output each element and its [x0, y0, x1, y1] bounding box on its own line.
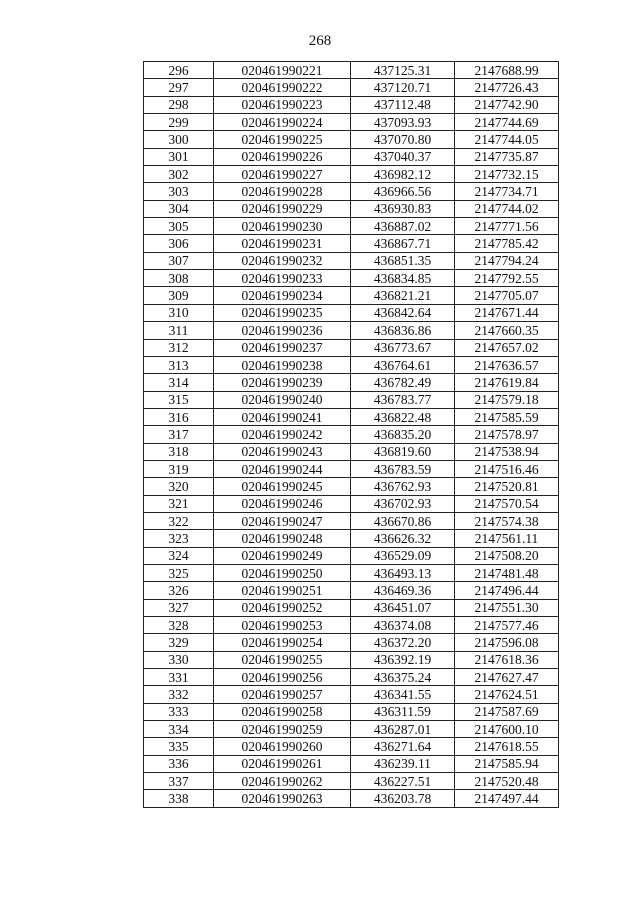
- table-row: [144, 322, 559, 339]
- parcel-id-cell: 020461990255: [214, 651, 351, 668]
- row-number-cell: 310: [144, 304, 214, 321]
- table-row: [144, 148, 559, 165]
- table-row: [144, 669, 559, 686]
- x-coordinate-cell: 436821.21: [351, 287, 455, 304]
- row-number-cell: 321: [144, 495, 214, 512]
- x-coordinate-cell: 436782.49: [351, 374, 455, 391]
- x-coordinate-cell: 436982.12: [351, 166, 455, 183]
- row-number-cell: 322: [144, 512, 214, 529]
- parcel-id-cell: 020461990226: [214, 148, 351, 165]
- x-coordinate-cell: 436670.86: [351, 512, 455, 529]
- x-coordinate-cell: 436822.48: [351, 408, 455, 425]
- parcel-id-cell: 020461990249: [214, 547, 351, 564]
- table-row: [144, 408, 559, 425]
- table-row: [144, 443, 559, 460]
- parcel-id-cell: 020461990230: [214, 218, 351, 235]
- y-coordinate-cell: 2147624.51: [455, 686, 559, 703]
- row-number-cell: 336: [144, 755, 214, 772]
- y-coordinate-cell: 2147508.20: [455, 547, 559, 564]
- parcel-id-cell: 020461990227: [214, 166, 351, 183]
- row-number-cell: 330: [144, 651, 214, 668]
- table-row: [144, 391, 559, 408]
- table-row: [144, 235, 559, 252]
- x-coordinate-cell: 437040.37: [351, 148, 455, 165]
- y-coordinate-cell: 2147688.99: [455, 62, 559, 79]
- y-coordinate-cell: 2147570.54: [455, 495, 559, 512]
- x-coordinate-cell: 436783.59: [351, 460, 455, 477]
- y-coordinate-cell: 2147671.44: [455, 304, 559, 321]
- page-number: 268: [308, 33, 332, 49]
- parcel-id-cell: 020461990231: [214, 235, 351, 252]
- y-coordinate-cell: 2147585.59: [455, 408, 559, 425]
- x-coordinate-cell: 437125.31: [351, 62, 455, 79]
- row-number-cell: 317: [144, 426, 214, 443]
- x-coordinate-cell: 436227.51: [351, 773, 455, 790]
- x-coordinate-cell: 436271.64: [351, 738, 455, 755]
- table-row: [144, 686, 559, 703]
- x-coordinate-cell: 436764.61: [351, 356, 455, 373]
- y-coordinate-cell: 2147574.38: [455, 512, 559, 529]
- row-number-cell: 309: [144, 287, 214, 304]
- parcel-id-cell: 020461990247: [214, 512, 351, 529]
- table-row: [144, 582, 559, 599]
- parcel-id-cell: 020461990252: [214, 599, 351, 616]
- y-coordinate-cell: 2147618.55: [455, 738, 559, 755]
- y-coordinate-cell: 2147496.44: [455, 582, 559, 599]
- x-coordinate-cell: 436887.02: [351, 218, 455, 235]
- y-coordinate-cell: 2147520.81: [455, 478, 559, 495]
- table-row: [144, 634, 559, 651]
- x-coordinate-cell: 436469.36: [351, 582, 455, 599]
- table-row: [144, 547, 559, 564]
- row-number-cell: 313: [144, 356, 214, 373]
- y-coordinate-cell: 2147657.02: [455, 339, 559, 356]
- table-row: [144, 790, 559, 807]
- parcel-id-cell: 020461990243: [214, 443, 351, 460]
- x-coordinate-cell: 436762.93: [351, 478, 455, 495]
- parcel-id-cell: 020461990251: [214, 582, 351, 599]
- parcel-id-cell: 020461990260: [214, 738, 351, 755]
- row-number-cell: 306: [144, 235, 214, 252]
- x-coordinate-cell: 437070.80: [351, 131, 455, 148]
- table-row: [144, 183, 559, 200]
- row-number-cell: 308: [144, 270, 214, 287]
- row-number-cell: 305: [144, 218, 214, 235]
- row-number-cell: 311: [144, 322, 214, 339]
- row-number-cell: 326: [144, 582, 214, 599]
- x-coordinate-cell: 436842.64: [351, 304, 455, 321]
- parcel-id-cell: 020461990223: [214, 96, 351, 113]
- row-number-cell: 304: [144, 200, 214, 217]
- row-number-cell: 327: [144, 599, 214, 616]
- x-coordinate-cell: 436392.19: [351, 651, 455, 668]
- table-row: [144, 495, 559, 512]
- x-coordinate-cell: 436372.20: [351, 634, 455, 651]
- y-coordinate-cell: 2147794.24: [455, 252, 559, 269]
- y-coordinate-cell: 2147744.05: [455, 131, 559, 148]
- row-number-cell: 314: [144, 374, 214, 391]
- table-row: [144, 738, 559, 755]
- y-coordinate-cell: 2147497.44: [455, 790, 559, 807]
- table-row: [144, 721, 559, 738]
- x-coordinate-cell: 436341.55: [351, 686, 455, 703]
- row-number-cell: 302: [144, 166, 214, 183]
- table-row: [144, 62, 559, 79]
- table-row: [144, 460, 559, 477]
- y-coordinate-cell: 2147627.47: [455, 669, 559, 686]
- parcel-id-cell: 020461990248: [214, 530, 351, 547]
- row-number-cell: 329: [144, 634, 214, 651]
- table-row: [144, 512, 559, 529]
- parcel-id-cell: 020461990239: [214, 374, 351, 391]
- x-coordinate-cell: 437093.93: [351, 114, 455, 131]
- x-coordinate-cell: 437112.48: [351, 96, 455, 113]
- table-row: [144, 79, 559, 96]
- parcel-id-cell: 020461990224: [214, 114, 351, 131]
- y-coordinate-cell: 2147538.94: [455, 443, 559, 460]
- parcel-id-cell: 020461990221: [214, 62, 351, 79]
- y-coordinate-cell: 2147551.30: [455, 599, 559, 616]
- table-row: [144, 651, 559, 668]
- row-number-cell: 319: [144, 460, 214, 477]
- y-coordinate-cell: 2147481.48: [455, 564, 559, 581]
- y-coordinate-cell: 2147744.69: [455, 114, 559, 131]
- y-coordinate-cell: 2147600.10: [455, 721, 559, 738]
- parcel-id-cell: 020461990237: [214, 339, 351, 356]
- y-coordinate-cell: 2147585.94: [455, 755, 559, 772]
- y-coordinate-cell: 2147734.71: [455, 183, 559, 200]
- parcel-id-cell: 020461990258: [214, 703, 351, 720]
- parcel-id-cell: 020461990254: [214, 634, 351, 651]
- parcel-id-cell: 020461990234: [214, 287, 351, 304]
- row-number-cell: 303: [144, 183, 214, 200]
- parcel-id-cell: 020461990225: [214, 131, 351, 148]
- table-row: [144, 617, 559, 634]
- parcel-id-cell: 020461990222: [214, 79, 351, 96]
- parcel-id-cell: 020461990228: [214, 183, 351, 200]
- x-coordinate-cell: 436203.78: [351, 790, 455, 807]
- row-number-cell: 312: [144, 339, 214, 356]
- y-coordinate-cell: 2147660.35: [455, 322, 559, 339]
- x-coordinate-cell: 436374.08: [351, 617, 455, 634]
- parcel-id-cell: 020461990259: [214, 721, 351, 738]
- y-coordinate-cell: 2147618.36: [455, 651, 559, 668]
- x-coordinate-cell: 436375.24: [351, 669, 455, 686]
- table-row: [144, 755, 559, 772]
- row-number-cell: 338: [144, 790, 214, 807]
- row-number-cell: 337: [144, 773, 214, 790]
- x-coordinate-cell: 436239.11: [351, 755, 455, 772]
- row-number-cell: 324: [144, 547, 214, 564]
- y-coordinate-cell: 2147636.57: [455, 356, 559, 373]
- parcel-id-cell: 020461990229: [214, 200, 351, 217]
- parcel-id-cell: 020461990263: [214, 790, 351, 807]
- table-row: [144, 218, 559, 235]
- table-row: [144, 530, 559, 547]
- table-row: [144, 773, 559, 790]
- parcel-id-cell: 020461990256: [214, 669, 351, 686]
- table-row: [144, 131, 559, 148]
- row-number-cell: 328: [144, 617, 214, 634]
- row-number-cell: 334: [144, 721, 214, 738]
- y-coordinate-cell: 2147732.15: [455, 166, 559, 183]
- x-coordinate-cell: 436702.93: [351, 495, 455, 512]
- parcel-id-cell: 020461990242: [214, 426, 351, 443]
- x-coordinate-cell: 436835.20: [351, 426, 455, 443]
- table-row: [144, 339, 559, 356]
- y-coordinate-cell: 2147771.56: [455, 218, 559, 235]
- table-row: [144, 166, 559, 183]
- y-coordinate-cell: 2147735.87: [455, 148, 559, 165]
- parcel-id-cell: 020461990250: [214, 564, 351, 581]
- x-coordinate-cell: 436851.35: [351, 252, 455, 269]
- y-coordinate-cell: 2147619.84: [455, 374, 559, 391]
- row-number-cell: 299: [144, 114, 214, 131]
- parcel-id-cell: 020461990262: [214, 773, 351, 790]
- table-row: [144, 252, 559, 269]
- table-row: [144, 200, 559, 217]
- y-coordinate-cell: 2147561.11: [455, 530, 559, 547]
- row-number-cell: 333: [144, 703, 214, 720]
- y-coordinate-cell: 2147578.97: [455, 426, 559, 443]
- x-coordinate-cell: 436834.85: [351, 270, 455, 287]
- coordinates-table-body: [144, 62, 559, 808]
- x-coordinate-cell: 437120.71: [351, 79, 455, 96]
- x-coordinate-cell: 436451.07: [351, 599, 455, 616]
- row-number-cell: 320: [144, 478, 214, 495]
- x-coordinate-cell: 436529.09: [351, 547, 455, 564]
- y-coordinate-cell: 2147742.90: [455, 96, 559, 113]
- coordinates-table: [143, 61, 559, 808]
- y-coordinate-cell: 2147744.02: [455, 200, 559, 217]
- row-number-cell: 297: [144, 79, 214, 96]
- parcel-id-cell: 020461990253: [214, 617, 351, 634]
- table-row: [144, 287, 559, 304]
- row-number-cell: 325: [144, 564, 214, 581]
- y-coordinate-cell: 2147579.18: [455, 391, 559, 408]
- y-coordinate-cell: 2147516.46: [455, 460, 559, 477]
- y-coordinate-cell: 2147726.43: [455, 79, 559, 96]
- y-coordinate-cell: 2147577.46: [455, 617, 559, 634]
- x-coordinate-cell: 436930.83: [351, 200, 455, 217]
- parcel-id-cell: 020461990244: [214, 460, 351, 477]
- row-number-cell: 307: [144, 252, 214, 269]
- y-coordinate-cell: 2147596.08: [455, 634, 559, 651]
- row-number-cell: 335: [144, 738, 214, 755]
- x-coordinate-cell: 436493.13: [351, 564, 455, 581]
- table-row: [144, 478, 559, 495]
- row-number-cell: 316: [144, 408, 214, 425]
- table-row: [144, 96, 559, 113]
- table-row: [144, 270, 559, 287]
- parcel-id-cell: 020461990233: [214, 270, 351, 287]
- row-number-cell: 296: [144, 62, 214, 79]
- y-coordinate-cell: 2147520.48: [455, 773, 559, 790]
- y-coordinate-cell: 2147705.07: [455, 287, 559, 304]
- parcel-id-cell: 020461990240: [214, 391, 351, 408]
- table-row: [144, 356, 559, 373]
- parcel-id-cell: 020461990261: [214, 755, 351, 772]
- x-coordinate-cell: 436819.60: [351, 443, 455, 460]
- table-row: [144, 374, 559, 391]
- table-row: [144, 426, 559, 443]
- x-coordinate-cell: 436966.56: [351, 183, 455, 200]
- x-coordinate-cell: 436626.32: [351, 530, 455, 547]
- x-coordinate-cell: 436311.59: [351, 703, 455, 720]
- y-coordinate-cell: 2147792.55: [455, 270, 559, 287]
- table-row: [144, 599, 559, 616]
- parcel-id-cell: 020461990257: [214, 686, 351, 703]
- x-coordinate-cell: 436836.86: [351, 322, 455, 339]
- row-number-cell: 332: [144, 686, 214, 703]
- table-row: [144, 703, 559, 720]
- row-number-cell: 315: [144, 391, 214, 408]
- row-number-cell: 331: [144, 669, 214, 686]
- row-number-cell: 318: [144, 443, 214, 460]
- table-row: [144, 114, 559, 131]
- x-coordinate-cell: 436287.01: [351, 721, 455, 738]
- row-number-cell: 300: [144, 131, 214, 148]
- x-coordinate-cell: 436773.67: [351, 339, 455, 356]
- parcel-id-cell: 020461990236: [214, 322, 351, 339]
- parcel-id-cell: 020461990246: [214, 495, 351, 512]
- parcel-id-cell: 020461990241: [214, 408, 351, 425]
- parcel-id-cell: 020461990245: [214, 478, 351, 495]
- table-row: [144, 304, 559, 321]
- parcel-id-cell: 020461990238: [214, 356, 351, 373]
- y-coordinate-cell: 2147785.42: [455, 235, 559, 252]
- row-number-cell: 301: [144, 148, 214, 165]
- x-coordinate-cell: 436867.71: [351, 235, 455, 252]
- row-number-cell: 323: [144, 530, 214, 547]
- x-coordinate-cell: 436783.77: [351, 391, 455, 408]
- table-row: [144, 564, 559, 581]
- parcel-id-cell: 020461990232: [214, 252, 351, 269]
- parcel-id-cell: 020461990235: [214, 304, 351, 321]
- y-coordinate-cell: 2147587.69: [455, 703, 559, 720]
- row-number-cell: 298: [144, 96, 214, 113]
